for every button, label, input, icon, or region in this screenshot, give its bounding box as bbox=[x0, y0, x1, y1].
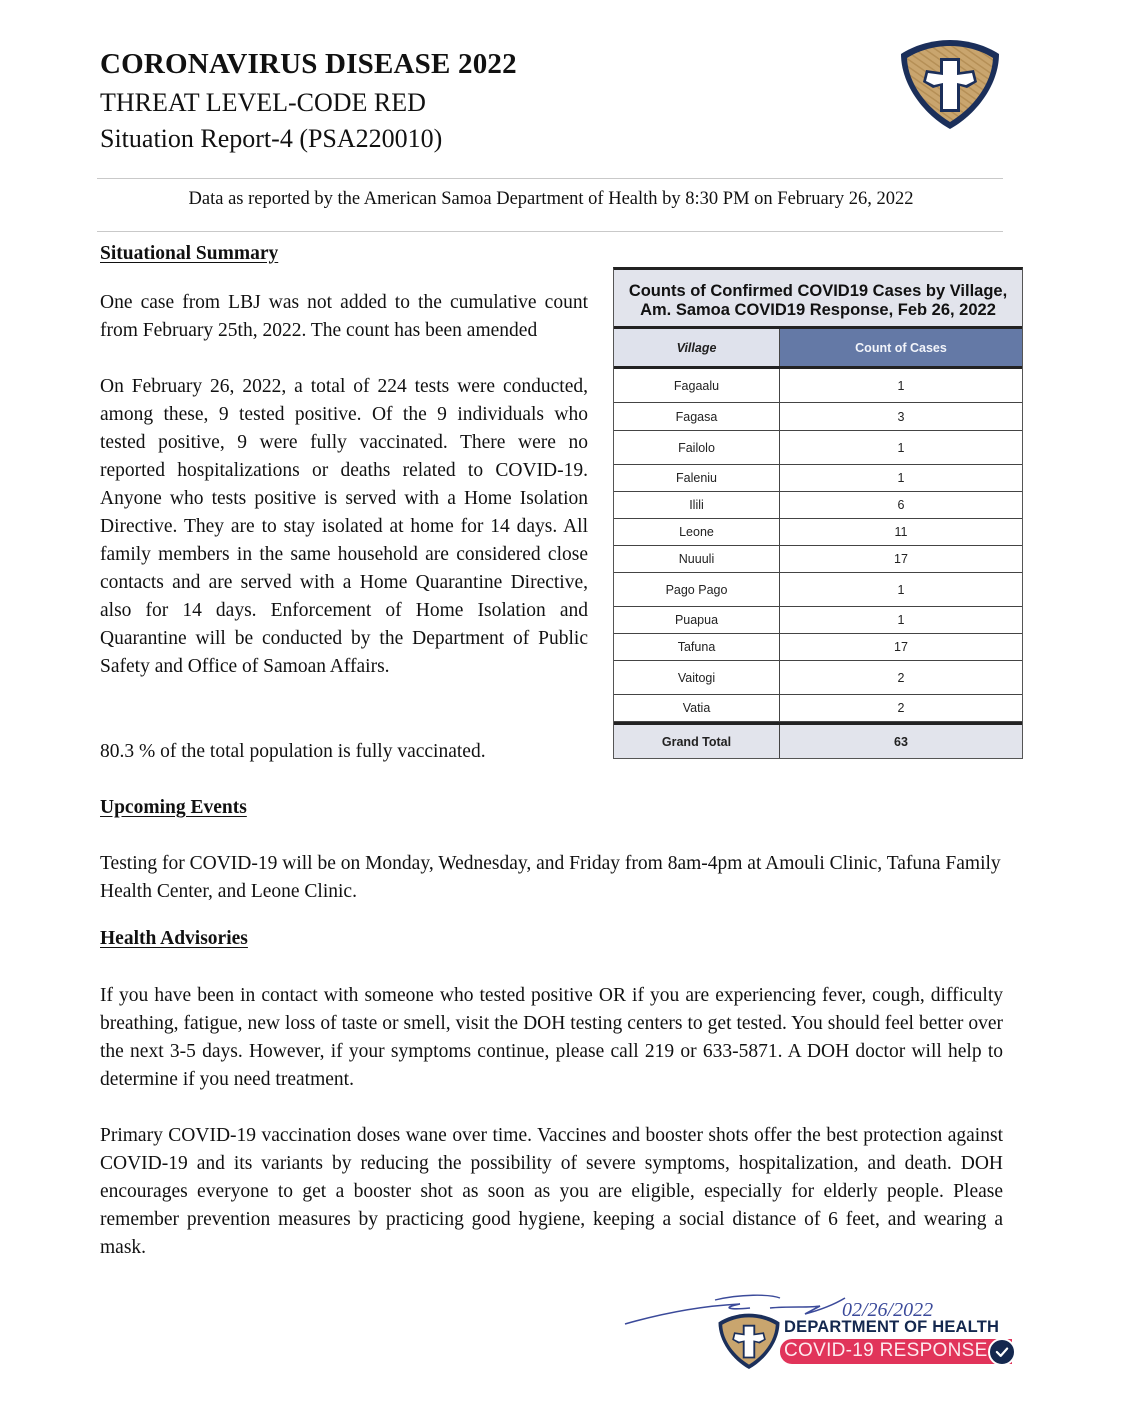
divider bbox=[97, 231, 1003, 232]
table-row bbox=[614, 369, 1022, 403]
doh-shield-cross-icon bbox=[716, 1310, 782, 1372]
table-row bbox=[614, 519, 1022, 546]
case-count: 1 bbox=[897, 440, 905, 455]
covid-response-label: COVID-19 RESPONSE bbox=[784, 1340, 988, 1361]
village-name: Puapua bbox=[614, 607, 780, 633]
case-count: 1 bbox=[897, 582, 905, 597]
grand-total-value: 63 bbox=[894, 734, 908, 749]
upcoming-events-heading: Upcoming Events bbox=[100, 797, 247, 818]
report-title: CORONAVIRUS DISEASE 2022 bbox=[100, 48, 517, 80]
testing-schedule: Testing for COVID-19 will be on Monday, Wednesday, and Friday from 8am-4pm at Amouli Clinic, Tafuna Family Health Center, and Leone Clinic. bbox=[100, 853, 1001, 902]
advisory-booster: Primary COVID-19 vaccination doses wane over time. Vaccines and booster shots offer the best protection against COVID-19 and its variants by reducing the possibility of severe symptoms, hospitalization, and death. DOH encourages everyone to get a booster shot as soon as you are eligible, especially for elderly people. Please remember prevention measures by practicing good hygiene, keeping a social distance of 6 feet, and wearing a mask. bbox=[100, 1125, 1003, 1258]
village-name: Pago Pago bbox=[614, 573, 780, 606]
village-name: Tafuna bbox=[614, 634, 780, 660]
table-header-row bbox=[614, 329, 1022, 369]
svg-text:02/26/2022: 02/26/2022 bbox=[842, 1299, 934, 1321]
table-row bbox=[614, 607, 1022, 634]
grand-total-label: Grand Total bbox=[614, 725, 780, 758]
case-count: 17 bbox=[894, 552, 908, 566]
vaccination-rate: 80.3 % of the total population is fully vaccinated. bbox=[100, 741, 486, 762]
advisory-testing: If you have been in contact with someone who tested positive OR if you are experiencing fever, cough, difficulty breathing, fatigue, new loss of taste or smell, visit the DOH testing centers to get tested. You should feel better over the next 3-5 days. However, if your symptoms continue, please call 219 or 633-5871. A DOH doctor will help to determine if you need treatment. bbox=[100, 985, 1003, 1090]
table-row bbox=[614, 431, 1022, 465]
table-row bbox=[614, 695, 1022, 722]
case-count: 1 bbox=[897, 471, 905, 485]
case-count: 1 bbox=[897, 613, 905, 627]
village-name: Failolo bbox=[614, 431, 780, 464]
case-count: 3 bbox=[897, 409, 905, 424]
case-count: 2 bbox=[897, 701, 905, 715]
table-row bbox=[614, 573, 1022, 607]
village-name: Fagaalu bbox=[614, 369, 780, 402]
column-header-village: Village bbox=[614, 329, 780, 366]
village-name: Leone bbox=[614, 519, 780, 545]
daily-summary: On February 26, 2022, a total of 224 tests were conducted, among these, 9 tested positive. Of the 9 individuals who tested positive, 9 were fully vaccinated. There were no reported hospitalizations or deaths related to COVID-19. Anyone who tests positive is served with a Home Isolation Directive. They are to stay isolated at home for 14 days. All family members in the same household are considered close contacts and are served with a Home Quarantine Directive, also for 14 days. Enforcement of Home Isolation and Quarantine will be conducted by the Department of Public Safety and Office of Samoan Affairs. bbox=[100, 376, 588, 677]
case-count: 1 bbox=[897, 378, 905, 393]
health-advisories-heading: Health Advisories bbox=[100, 928, 248, 949]
table-row bbox=[614, 403, 1022, 431]
village-case-table bbox=[613, 267, 1023, 759]
grand-total-row bbox=[614, 722, 1022, 758]
checkmark-icon bbox=[988, 1338, 1016, 1366]
village-name: Fagasa bbox=[614, 403, 780, 430]
case-count: 17 bbox=[894, 640, 908, 654]
village-name: Nuuuli bbox=[614, 546, 780, 572]
data-source-note: Data as reported by the American Samoa Department of Health by 8:30 PM on February 26, 2022 bbox=[188, 189, 914, 209]
table-row bbox=[614, 661, 1022, 695]
village-name: Faleniu bbox=[614, 465, 780, 491]
table-row bbox=[614, 634, 1022, 661]
column-header-count: Count of Cases bbox=[780, 329, 1022, 366]
doh-shield-cross-icon bbox=[897, 36, 1003, 132]
village-name: Vaitogi bbox=[614, 661, 780, 694]
case-count: 11 bbox=[894, 525, 908, 539]
department-name: DEPARTMENT OF HEALTH bbox=[784, 1318, 1000, 1336]
amendment-note: One case from LBJ was not added to the cumulative count from February 25th, 2022. The count has been amended bbox=[100, 292, 588, 341]
table-title: Counts of Confirmed COVID19 Cases by Village, Am. Samoa COVID19 Response, Feb 26, 2022 bbox=[614, 270, 1022, 329]
village-name: Vatia bbox=[614, 695, 780, 721]
village-name: Ilili bbox=[614, 492, 780, 518]
case-count: 6 bbox=[897, 498, 905, 512]
situational-summary-heading: Situational Summary bbox=[100, 243, 279, 264]
table-row bbox=[614, 492, 1022, 519]
divider bbox=[97, 178, 1003, 179]
table-row bbox=[614, 465, 1022, 492]
report-id: Situation Report-4 (PSA220010) bbox=[100, 124, 443, 153]
table-row bbox=[614, 546, 1022, 573]
threat-level: THREAT LEVEL-CODE RED bbox=[100, 88, 426, 117]
case-count: 2 bbox=[897, 670, 905, 685]
